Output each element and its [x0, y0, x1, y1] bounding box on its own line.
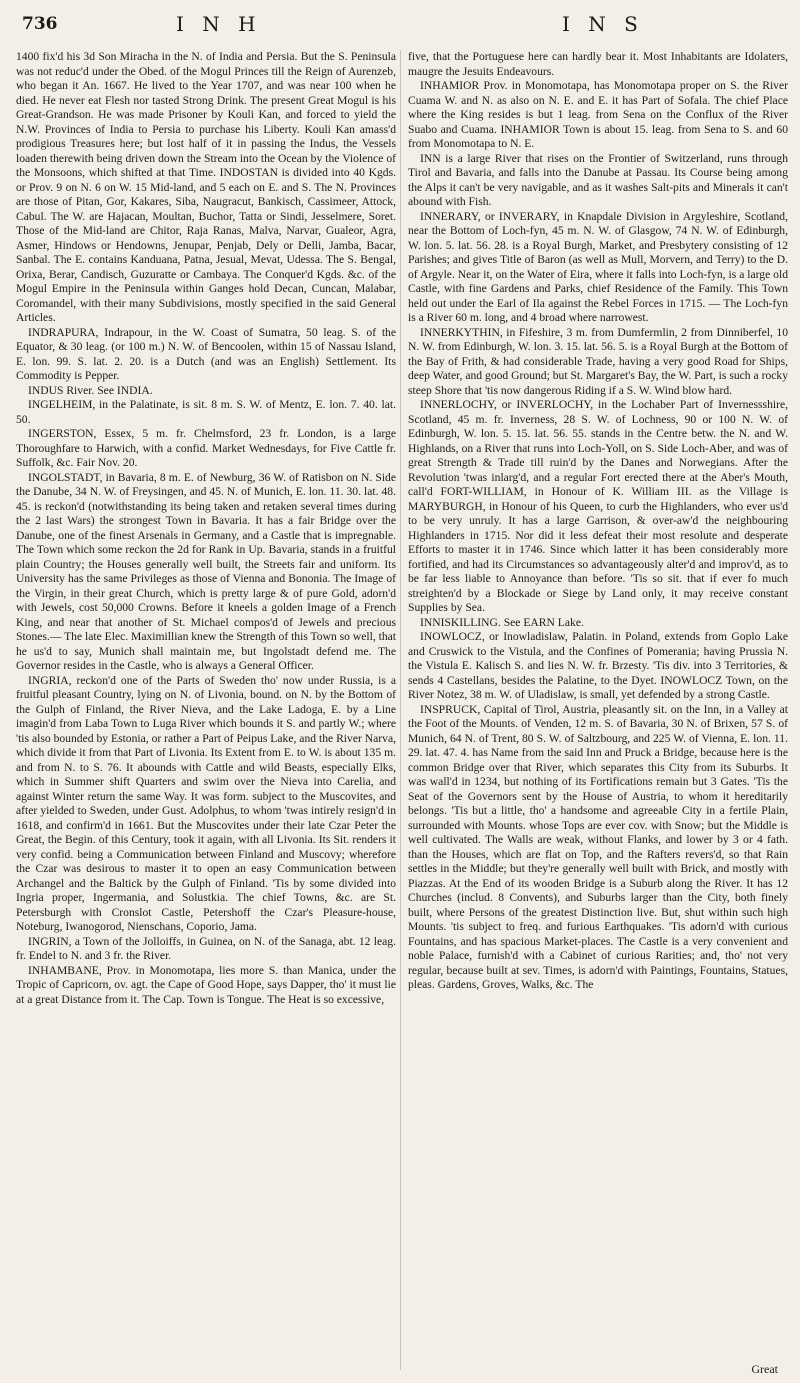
dictionary-entry: five, that the Portuguese here can hardly bear it. Most Inhabitants are Idolaters, maugre the Jesuits Endeavours.: [408, 50, 788, 78]
dictionary-entry: INGRIN, a Town of the Jolloiffs, in Guinea, on N. of the Sanaga, abt. 12 leag. fr. Endel to N. and 3 fr. the River.: [16, 934, 396, 962]
dictionary-entry: INDUS River. See INDIA.: [28, 383, 153, 397]
column-divider: [400, 50, 401, 1370]
dictionary-entry: INGERSTON, Essex, 5 m. fr. Chelmsford, 23 fr. London, is a large Thoroughfare to Harwich, with a confid. Market Wednesdays, for Five Cattle fr. Suffolk, &c. Fair Nov. 20.: [16, 427, 396, 469]
dictionary-entry: INHAMIOR Prov. in Monomotapa, has Monomotapa proper on S. the River Cuama W. and N. as also on N. E. and E. it has Part of Sofala. The chief Place where the King resides is but 1 leag. from Sena on the Conflux of the River Suabo and Cuama. INHAMIOR Town is about 15. leag. from Sena to S. and 60 from Monomotapa to N. E.: [408, 79, 788, 150]
dictionary-entry: 1400 fix'd his 3d Son Miracha in the N. of India and Persia. But the S. Peninsula was not reduc'd under the Obed. of the Mogul Princes till the Reign of Aurenzeb, who began it An. 1667. He lived to the Year 1707, and was near 100 when he died. He never eat Flesh nor tasted Strong Drink. The present Great Mogul is his Great-Grandson. He was made Prisoner by Kouli Kan, and forced to yield the N.W. Provinces of India to Persia to purchase his Liberty. Kouli Kan amass'd prodigious Treasures here; but lost half of it in passing the Indus, the Vessels loaden therewith being driven down the Stream into the Ocean by the Violence of the Monsoons, which shifted at that Time. INDOSTAN is divided into 40 Kgds. or Prov. 9 on N. 6 on W. 15 Mid-land, and 5 each on E. and S. The N. Provinces are those of Pitan, Gor, Kakares, Siba, Naugracut, Bankisch, Cassimeer, Attock, Cabul. The W. are Hajacan, Moultan, Buchor, Tatta or Sindi, Jesselmere, Soret. Those of the Mid-land are Chitor, Raja Ranas, Malva, Narvar, Gualeor, Agra, Asmer, Hindows or Hendowns, Jenupar, Penjab, Dely or Delli, Jamba, Bacar, Sanbal. The E. contains Kanduana, Patna, Jesual, Mevat, Udessa. The S. Bengal, Orixa, Berar, Candisch, Guzuratte or Cambaya. The Conquer'd Kgds. &c. of the Mogul Empire in the Peninsula within Ganges hold Decan, Cuncan, Malabar, Coromandel, with their many Subdivisions, mostly specified in the said General Articles.: [16, 50, 396, 324]
running-header: [0, 10, 800, 44]
dictionary-entry: INOWLOCZ, or Inowladislaw, Palatin. in Poland, extends from Goplo Lake and Cruswick to the Vistula, and the Confines of Pomerania; having Prussia N. the Vistula E. Kalisch S. and lies N. W. fr. Brzesty. 'Tis div. into 3 Territories, & sends 4 Castellans, besides the Palatine, to the Dyet. INOWLOCZ Town, on the River Notez, 38 m. W. of Uladislaw, is small, yet defended by a strong Castle.: [408, 630, 788, 701]
catchword: Great: [751, 1362, 778, 1376]
dictionary-entry: INN is a large River that rises on the Frontier of Switzerland, runs through Tirol and Bavaria, and falls into the Danube at Passau. Its Course being among the Alps it can't be very navigable, and as it washes Salt-pits and Minerals it can't abound with Fish.: [408, 151, 788, 208]
left-column: [16, 50, 396, 1375]
dictionary-entry: INGOLSTADT, in Bavaria, 8 m. E. of Newburg, 36 W. of Ratisbon on N. Side the Danube, 34 N. W. of Freysingen, and 45. N. of Munich, E. lon. 11. 30. lat. 48. 45. is reckon'd (notwithstanding its being taken and retaken several times during the 2 last Wars) the strongest Town in Bavaria. It has a fair Bridge over the Danube, one of the finest Arsenals in Germany, and a Castle that is impregnable. The Town which some reckon the 2d for Rank in Up. Bavaria, stands in a fruitful plain Country; the Houses generally well built, the Streets fair and uniform. Its University has the same Privileges as those of Vienna and Bononia. The Image of the Virgin, in their great Church, which is pretty large & of pure Gold, adorn'd with Jewels, cost 50,000 Crowns. Before it kneels a golden Image of a French King, and near that another of St. Michael compos'd of Jewels and precious Stones.— The late Elec. Maximillian knew the Strength of this Town so well, that he us'd to say, Munich shall maintain me, but Ingolstadt defend me. The Governor resides in the Castle, who is always a General Officer.: [16, 470, 396, 672]
dictionary-entry: INGELHEIM, in the Palatinate, is sit. 8 m. S. W. of Mentz, E. lon. 7. 40. lat. 50.: [16, 398, 396, 426]
left-headword: I N H: [176, 12, 262, 36]
dictionary-entry: INNERARY, or INVERARY, in Knapdale Division in Argyleshire, Scotland, near the Bottom of Loch-fyn, 45 m. N. W. of Glasgow, 74 N. W. of Edinburgh, W. lon. 5. lat. 56. 28. is a Royal Burgh, Market, and Presbytery consisting of 12 Parishes; and gives Title of Baron (as well as Mull, Morvern, and Terry) to the D. of Argyle. Near it, on the Water of Eira, where it falls into Loch-fyn, is a large old Castle, with fine Gardens and Parks, chief Residence of the Family. This Town held out under the Earl of Ila against the Rebel Forces in 1715. — The Loch-fyn is a River 60 m. long, and 4 broad where narrowest.: [408, 209, 788, 324]
right-column: [408, 50, 788, 1375]
dictionary-entry: INNISKILLING. See EARN Lake.: [420, 615, 584, 629]
dictionary-entry: INHAMBANE, Prov. in Monomotapa, lies more S. than Manica, under the Tropic of Capricorn, ov. agt. the Cape of Good Hope, says Dapper, tho' it must lie at a great Distance from it. The Cap. Town is Tongue. The Heat is so excessive,: [16, 963, 396, 1006]
dictionary-entry: INSPRUCK, Capital of Tirol, Austria, pleasantly sit. on the Inn, in a Valley at the Foot of the Mounts. of Venden, 12 m. S. of Bavaria, 30 N. of Brixen, 57 S. of Munich, 64 N. of Trent, 80 S. W. of Saltzbourg, and 225 W. of Vienna, E. lon. 11. 29. lat. 47. 4. has Name from the said Inn and Pruck a Bridge, because here is the common Bridge over that River, which separates this City from its Suburbs. It was wall'd in 1234, but nothing of its Fortifications remain but 3 Gates. 'Tis the Seat of the Governors sent by the House of Austria, to whom it hereditarily belongs. 'Tis but a little, tho' a handsome and agreeable City in a fertile Plain, surrounded with Mounts. whose Tops are ever cov. with Snow; but the Middle is well cultivated. The Walls are weak, without Flanks, and lower by 3 or 4 fath. than the Houses, which are flat on Top, and the Rafters revers'd, so that Rain settles in the Middle; but they're generally well built with Brick, and mostly with Piazzas. At the End of its wooden Bridge is a Suburb along the River. It has 12 Churches (includ. 8 Convents), and Suburbs larger than the City, both finely built, where Persons of the greatest Distinction live. But, shut within such high Mounts. 'tis subject to freq. and furious Earthquakes. 'Tis adorn'd with curious Fountains, and has spacious Market-places. The Castle is a very convenient and noble Palace, furnish'd with a Cabinet of curious Rarities; and, tho' not very regular, because built at sev. Times, is adorn'd with Paintings, Fountains, Statues, pleas. Gardens, Groves, Walks, &c. The: [408, 702, 788, 991]
right-headword: I N S: [562, 12, 644, 36]
dictionary-entry: INNERKYTHIN, in Fifeshire, 3 m. from Dumfermlin, 2 from Dinniberfel, 10 N. W. from Edinburgh, W. lon. 3. 15. lat. 56. 5. is a Royal Burgh at the Bottom of the Bay of Frith, & had considerable Trade, having a very good Road for Ships, deep Water, and good Ground; but St. Margaret's Bay, the W. Part, is such a rocky steep Shore that 'tis now dangerous Riding if a S. W. Wind blow hard.: [408, 325, 788, 397]
page-number: 736: [22, 14, 58, 34]
dictionary-entry: INNERLOCHY, or INVERLOCHY, in the Lochaber Part of Invernessshire, Scotland, 45 m. fr. Inverness, 28 S. W. of Lochness, 90 or 100 N. W. of Edinburgh, W. lon. 5. 15. lat. 56. 55. stands in the Centre betw. the N. and W. Highlands, on a River that runs into Loch-Yoll, on S. Side Loch-Aber, and was of great Strength & Trade till ruin'd by the Danes and Norwegians. After the Revolution 'twas inlarg'd, and a regular Fort erected there at the Aber's Mouth, call'd FORT-WILLIAM, in Honour of K. William III. as the Village is MARYBURGH, in Honour of his Queen, to curb the Highlanders, who ever us'd to be very unruly. It has a large Garrison, & over-aw'd the neighbouring Highlanders in 1715. Nor did it less defeat their most resolute and desperate Efforts to master it in 1746. Since which latter it has been considerably more fortified, and had its Circumstances so advantageously alter'd and improv'd, as to be far less liable to Annoyance than before. 'Tis so sit. that if ever fo much streighten'd by a Blockade or Siege by Land only, it may receive constant Supplies by Sea.: [408, 398, 788, 614]
dictionary-entry: INGRIA, reckon'd one of the Parts of Sweden tho' now under Russia, is a fruitful pleasant Country, lying on N. of Livonia, bound. on N. by the Bottom of the Gulph of Finland, the River Nieva, and the Lake Ladoga, E. by a Line imagin'd from Laba Town to Luga River which bounds it S. and partly W.; where 'tis also bounded by Estonia, or rather a Part of Peipus Lake, and the River Narva, which divide it from that Part of Livonia. Its Extent from E. to W. is about 135 m. and from N. to S. 76. It abounds with Cattle and wild Beasts, especially Elks, which in Summer shift Quarters and swim over the Nieva into Carelia, and against Winter return the same Way. It was form. subject to the Muscovites, and after yielded to Sweden, under Gust. Adolphus, to whom 'twas intirely resign'd in 1618, and confirm'd in 1661. But the Muscovites under their late Czar Peter the Great, the Begin. of this Century, took it again, with all Livonia. Its Sit. renders it very confid. being a Communication between Finland and Muscovy; wherefore the Czar was desirous to master it to open an easy Communication between Archangel and the Baltick by the Gulph of Finland. 'Tis by some divided into Ingria proper, Ingermania, and Solustkia. The chief Towns, &c. are St. Petersburgh with Cronslot Castle, Petershoff the Czar's Pleasure-house, Noteburg, Iwanogorod, Nienschans, Coporio, Jama.: [16, 673, 396, 933]
dictionary-entry: INDRAPURA, Indrapour, in the W. Coast of Sumatra, 50 leag. S. of the Equator, & 30 leag. (or 100 m.) N. W. of Bencoolen, within 15 of Nassau Island, E. lon. 99. S. lat. 2. 20. is a Dutch (and was an English) Settlement. Its Commodity is Pepper.: [16, 325, 396, 382]
